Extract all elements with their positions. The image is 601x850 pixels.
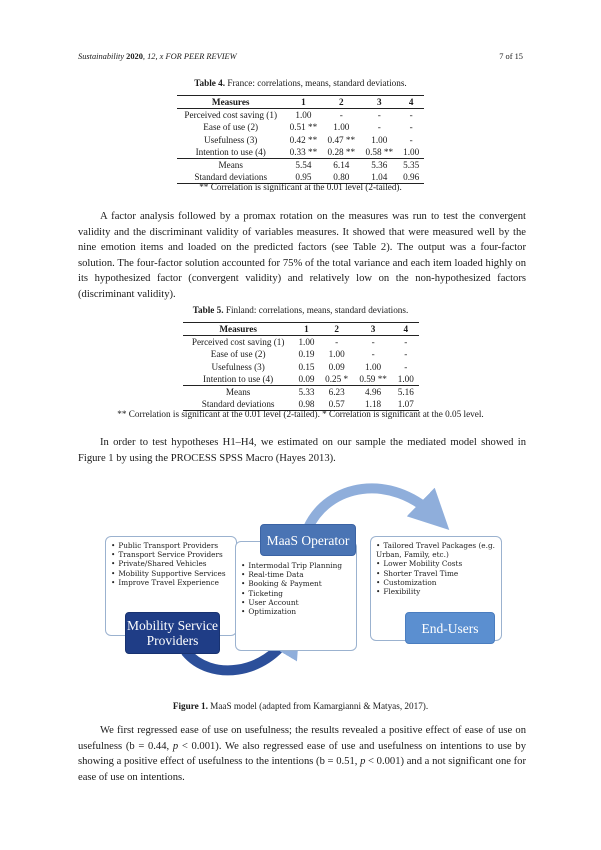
table-cell: 1.00 — [295, 110, 312, 121]
users-item: • Shorter Travel Time — [376, 569, 496, 578]
table-cell: 1.07 — [393, 398, 419, 411]
row-label: Intention to use (4) — [195, 146, 266, 157]
table4-header-row — [177, 96, 424, 109]
table-cell: 1.00 — [397, 373, 414, 384]
page-number: 7 of 15 — [499, 52, 523, 61]
paragraph-factor-analysis — [78, 209, 526, 302]
row-label: Perceived cost saving (1) — [184, 110, 278, 121]
table-cell: 0.09 — [298, 373, 315, 384]
table5-caption — [0, 305, 601, 315]
table4-body — [177, 109, 424, 184]
table-cell: 0.42 ** — [289, 134, 318, 145]
table-cell: 1.00 — [333, 122, 350, 133]
users-item: • Lower Mobility Costs — [376, 559, 496, 568]
table-cell: 1.18 — [354, 398, 393, 411]
figure1-caption-text: MaaS model (adapted from Kamargianni & Matyas, 2017). — [207, 701, 429, 711]
operator-list — [241, 561, 351, 616]
operator-item: • Intermodal Trip Planning — [241, 561, 351, 570]
row-label: Usefulness (3) — [204, 134, 258, 145]
header-rest: , x FOR PEER REVIEW — [155, 52, 237, 61]
table5-caption-text: Finland: correlations, means, standard deviations. — [223, 305, 409, 315]
table-row — [183, 348, 419, 360]
table-cell: - — [377, 122, 381, 133]
table-cell: - — [339, 110, 343, 121]
column-header-4: 4 — [398, 96, 424, 109]
table-cell: 0.96 — [398, 171, 424, 184]
providers-item: • Mobility Supportive Services — [111, 569, 231, 578]
row-label: Perceived cost saving (1) — [191, 337, 285, 348]
table-row — [177, 146, 424, 159]
table-row — [177, 134, 424, 146]
p-symbol: p — [360, 756, 366, 767]
regression-text-a: We first regressed ease of use on usefulness; the results revealed a positive effect of ease of use on usefulness (b = 0.44, — [78, 725, 526, 752]
row-label: Usefulness (3) — [211, 361, 265, 372]
table4-caption-label: Table 4. — [194, 78, 226, 88]
table-cell: 1.04 — [360, 171, 398, 184]
operator-item: • Ticketing — [241, 589, 351, 598]
table-cell: - — [404, 361, 408, 372]
table-row — [183, 336, 419, 349]
table-cell: 0.98 — [293, 398, 319, 411]
operator-item: • User Account — [241, 598, 351, 607]
table-cell: 0.47 ** — [327, 134, 356, 145]
table5 — [183, 322, 419, 411]
row-label: Means — [183, 386, 293, 399]
operator-item: • Real-time Data — [241, 570, 351, 579]
page-header: Sustainability 2020, 12, x FOR PEER REVIEW 7 of 15 — [78, 52, 523, 61]
arrow-operator-to-users — [308, 488, 435, 528]
providers-item: • Transport Service Providers — [111, 550, 231, 559]
table-cell: 1.00 — [365, 361, 382, 372]
table-cell: 0.95 — [284, 171, 322, 184]
table5-header-row — [183, 323, 419, 336]
row-label: Intention to use (4) — [203, 373, 274, 384]
providers-item: • Public Transport Providers — [111, 541, 231, 550]
column-header-3: 3 — [360, 96, 398, 109]
table-cell: - — [371, 337, 375, 348]
column-header-1: 1 — [284, 96, 322, 109]
table-cell: 0.57 — [320, 398, 354, 411]
row-label: Ease of use (2) — [203, 122, 259, 133]
column-header-4: 4 — [393, 323, 419, 336]
table4-note: ** Correlation is significant at the 0.01 level (2-tailed). — [199, 182, 402, 192]
table-cell: - — [377, 110, 381, 121]
figure1-caption-label: Figure 1. — [172, 701, 208, 711]
journal-volume: 12 — [147, 52, 156, 61]
table-cell: 0.28 ** — [327, 146, 356, 157]
providers-item: • Improve Travel Experience — [111, 578, 231, 587]
row-label: Standard deviations — [183, 398, 293, 411]
table5-note: ** Correlation is significant at the 0.01 level (2-tailed). * Correlation is significant at the 0.05 level. — [117, 409, 484, 419]
figure1-caption — [0, 701, 601, 711]
table-cell: 1.00 — [403, 146, 420, 157]
table4-caption-text: France: correlations, means, standard deviations. — [225, 78, 407, 88]
operator-box — [235, 541, 357, 651]
table-cell: - — [409, 134, 413, 145]
table-cell: 5.33 — [293, 386, 319, 399]
column-header-measures: Measures — [177, 96, 284, 109]
table5-body — [183, 336, 419, 411]
operator-item: • Booking & Payment — [241, 579, 351, 588]
table-cell: 1.00 — [298, 337, 315, 348]
table-cell: 1.00 — [371, 134, 388, 145]
providers-list — [111, 541, 231, 587]
table-cell: 5.35 — [398, 159, 424, 172]
table-cell: 0.25 * — [325, 373, 349, 384]
mobility-service-providers-node: Mobility Service Providers — [125, 612, 220, 654]
table-row — [177, 109, 424, 122]
table-cell: 0.09 — [328, 361, 345, 372]
table-cell: 0.33 ** — [289, 146, 318, 157]
table-cell: 5.54 — [284, 159, 322, 172]
users-item: • Customization — [376, 578, 496, 587]
maas-operator-node: MaaS Operator — [260, 524, 356, 556]
table-cell: 0.59 ** — [359, 373, 387, 384]
table-row — [183, 361, 419, 373]
table-cell: 0.51 ** — [289, 122, 318, 133]
table-cell: 5.36 — [360, 159, 398, 172]
table-cell: - — [404, 349, 408, 360]
table4-caption — [0, 78, 601, 88]
table-cell: 4.96 — [354, 386, 393, 399]
row-label: Means — [177, 159, 284, 172]
table5-caption-label: Table 5. — [192, 305, 224, 315]
providers-item: • Private/Shared Vehicles — [111, 559, 231, 568]
paragraph-hypotheses-text: In order to test hypotheses H1–H4, we estimated on our sample the mediated model showed in Figure 1 by using the PROCESS SPSS Macro (Hayes 2013). — [78, 437, 526, 464]
table-cell: 6.14 — [322, 159, 360, 172]
row-label: Standard deviations — [177, 171, 284, 184]
column-header-1: 1 — [293, 323, 319, 336]
table-cell: 0.15 — [298, 361, 315, 372]
regression-text-c: < 0.001) and a not significant one for ease of use on intentions. — [78, 756, 526, 783]
table-row — [183, 373, 419, 386]
table-cell: 0.19 — [298, 349, 315, 360]
column-header-measures: Measures — [183, 323, 293, 336]
table-cell: 6.23 — [320, 386, 354, 399]
column-header-3: 3 — [354, 323, 393, 336]
paragraph-factor-analysis-text: A factor analysis followed by a promax rotation on the measures was run to test the convergent validity and the discriminant validity of variables measures. It showed that were measured well by the nine emotion items and loaded on the predicted factors (see Table 2). The output was a four-factor solution. The four-factor solution accounted for 75% of the total variance and each item loaded highly on its hypothesized factor (convergent validity) and relatively low on the non-hypothesized factors (discriminant validity). — [78, 211, 526, 300]
p-symbol: p — [172, 740, 179, 752]
paragraph-hypotheses — [78, 435, 526, 466]
regression-text-b: < 0.001). We also regressed ease of use and usefulness on intentions to use by showing a positive effect of usefulness to the intentions (b = 0.51, — [78, 740, 526, 767]
table-row — [177, 121, 424, 133]
paragraph-regression — [78, 723, 526, 785]
table-cell: 5.16 — [393, 386, 419, 399]
table-cell: 0.80 — [322, 171, 360, 184]
table-cell: - — [335, 337, 339, 348]
users-item: • Flexibility — [376, 587, 496, 596]
table-row — [177, 159, 424, 172]
journal-name: Sustainability — [78, 52, 125, 61]
table-row — [183, 386, 419, 399]
table-cell: 0.58 ** — [365, 146, 394, 157]
end-users-node: End-Users — [405, 612, 495, 644]
table-cell: - — [409, 122, 413, 133]
table-cell: 1.00 — [328, 349, 345, 360]
table-cell: - — [371, 349, 375, 360]
operator-item: • Optimization — [241, 607, 351, 616]
users-item: • Tailored Travel Packages (e.g. Urban, Family, etc.) — [376, 541, 496, 559]
table-cell: - — [409, 110, 413, 121]
users-list — [376, 541, 496, 596]
figure-maas-model — [90, 476, 520, 691]
table-cell: - — [404, 337, 408, 348]
row-label: Ease of use (2) — [210, 349, 266, 360]
journal-year: 2020 — [126, 52, 143, 61]
column-header-2: 2 — [320, 323, 354, 336]
table4 — [177, 95, 424, 184]
column-header-2: 2 — [322, 96, 360, 109]
